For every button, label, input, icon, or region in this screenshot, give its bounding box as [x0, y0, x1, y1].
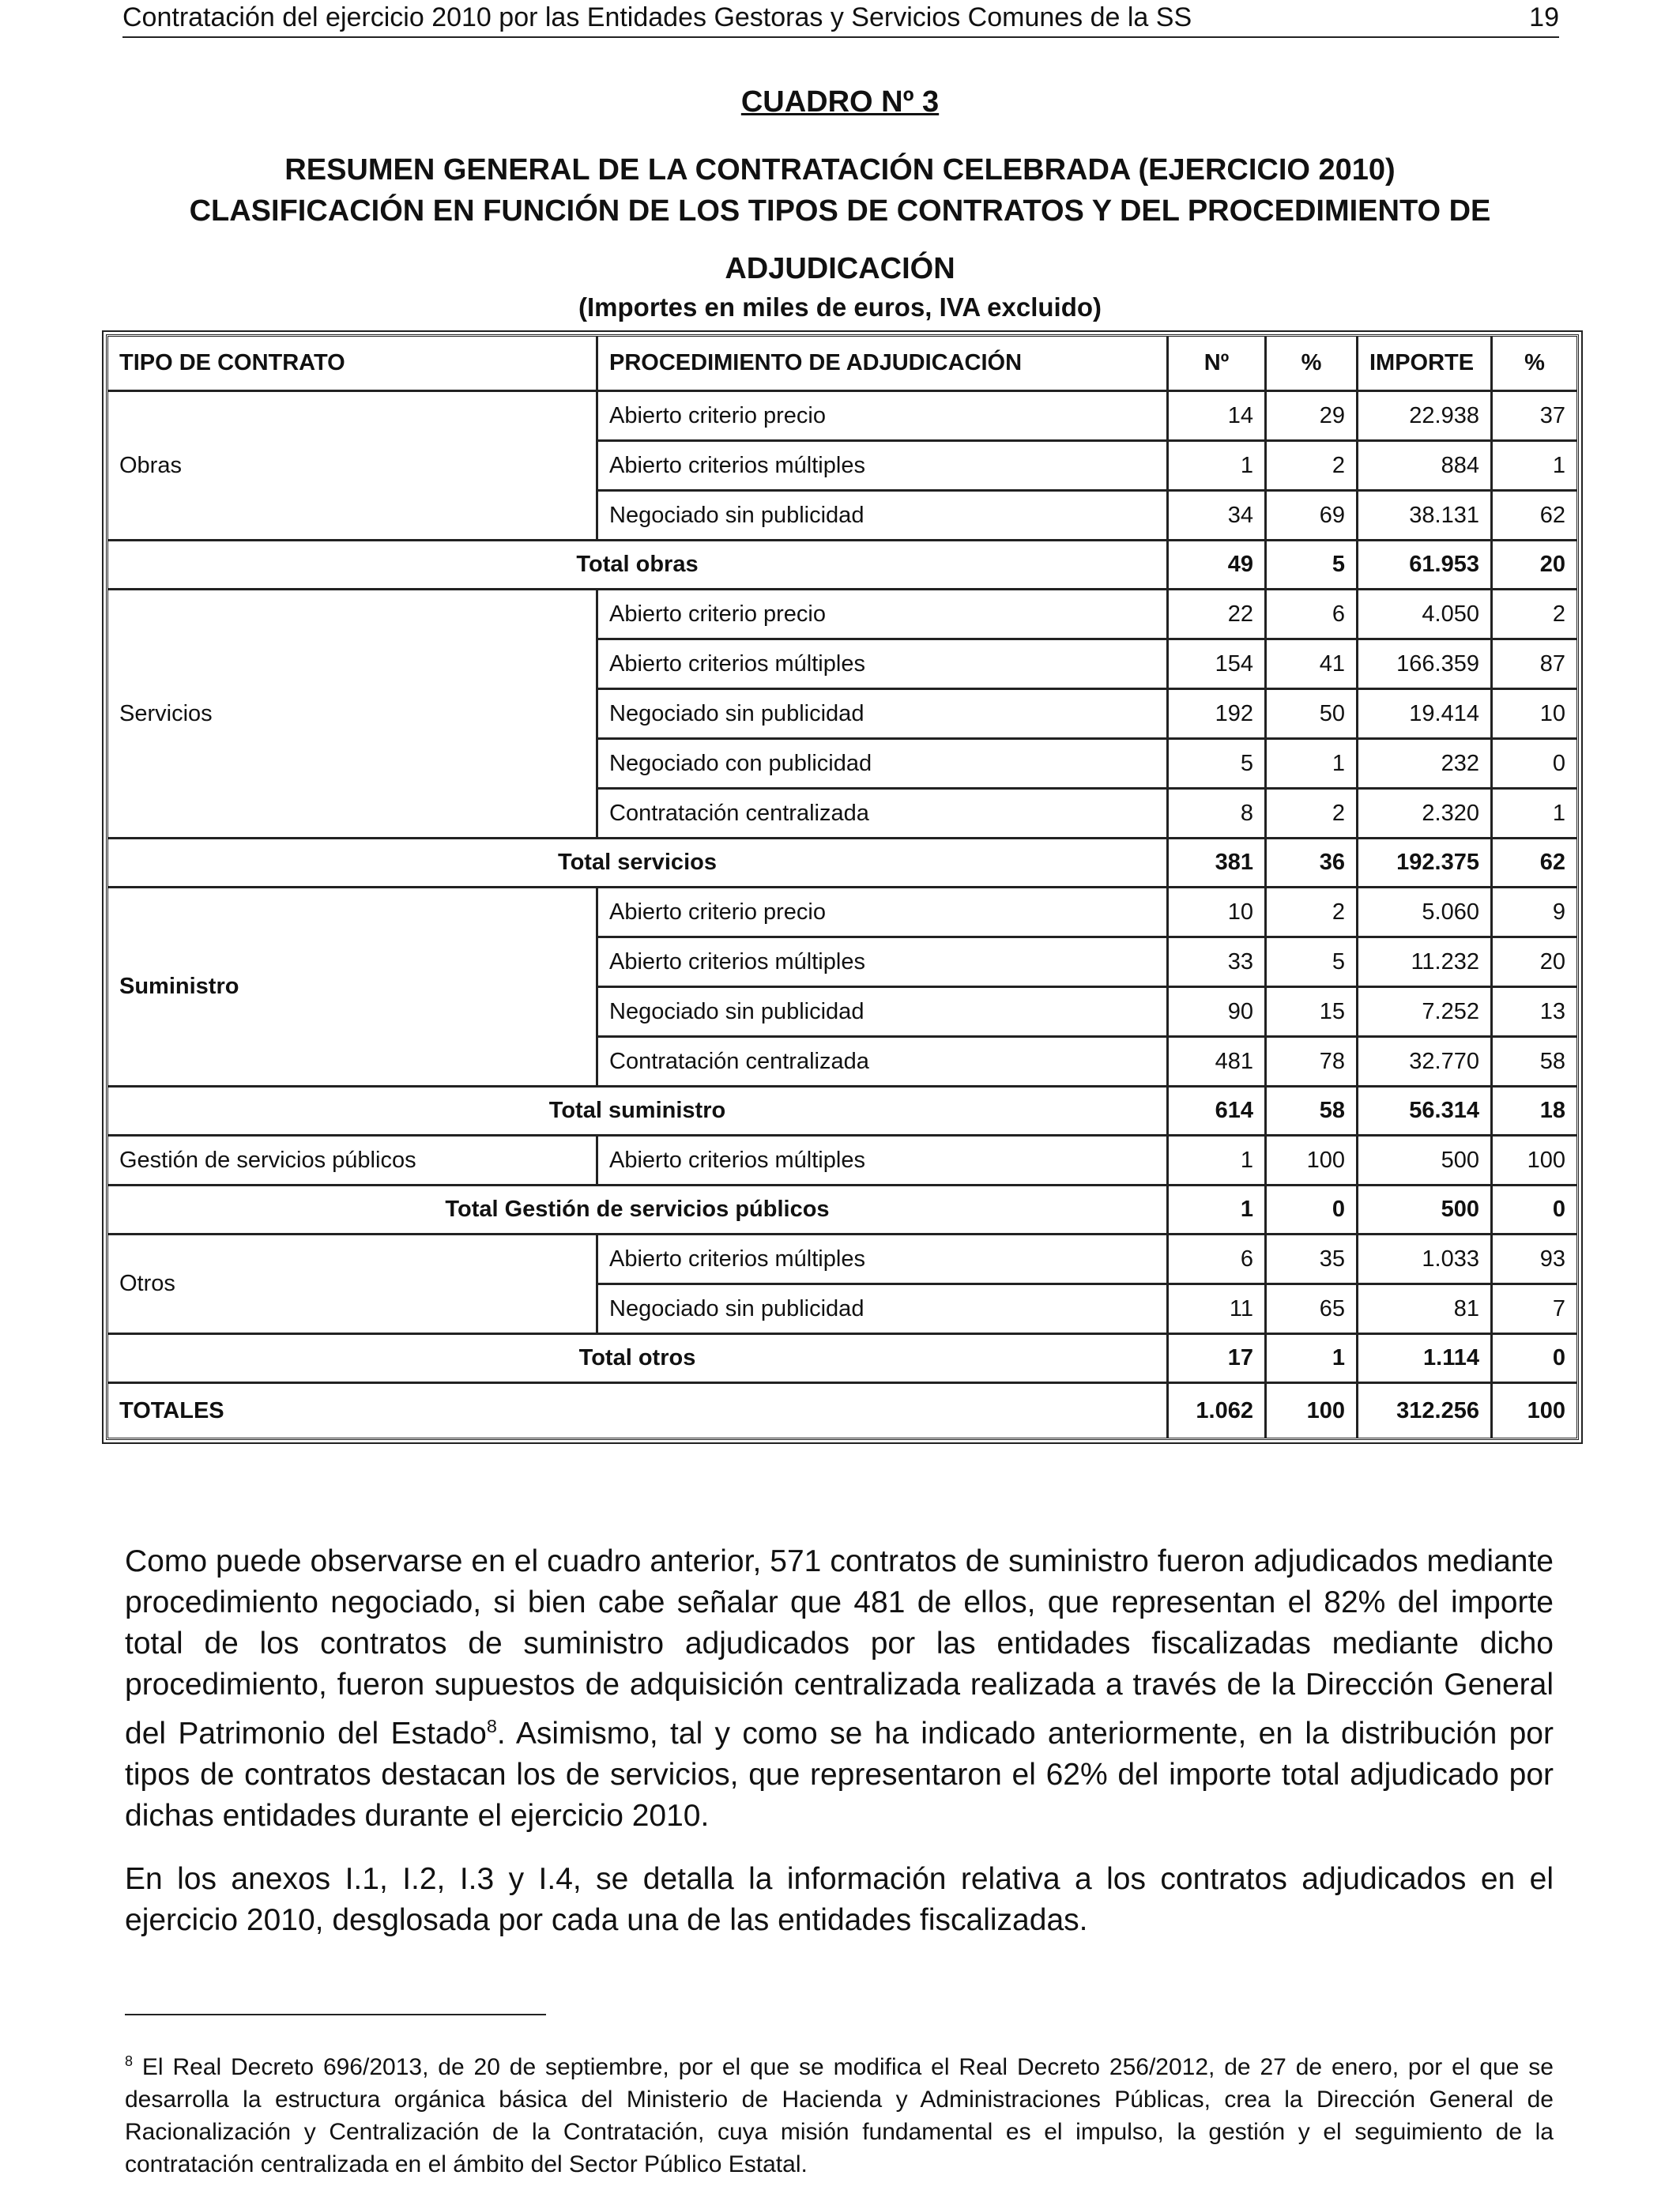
cuadro-label: CUADRO Nº 3 [740, 85, 940, 119]
cell-pct2: 10 [1493, 690, 1576, 740]
cell-pct: 100 [1267, 1137, 1358, 1186]
cell-n: 481 [1169, 1038, 1267, 1088]
cell-pct2: 9 [1493, 888, 1576, 938]
grand-total-row [108, 1384, 1576, 1438]
running-title: Contratación del ejercicio 2010 por las Entidades Gestoras y Servicios Comunes de la SS [122, 2, 1192, 32]
cell-n: 49 [1169, 541, 1267, 590]
cell-importe: 38.131 [1358, 492, 1493, 541]
total-row [108, 839, 1576, 888]
cell-n: 14 [1169, 392, 1267, 442]
cell-n: 1 [1169, 1137, 1267, 1186]
cell-pct2: 13 [1493, 988, 1576, 1038]
cell-pct2: 100 [1527, 1397, 1565, 1423]
title-line-3: ADJUDICACIÓN [725, 252, 955, 285]
contract-type: Otros [108, 1235, 598, 1335]
cell-importe: 312.256 [1358, 1384, 1493, 1438]
cell-n: 34 [1169, 492, 1267, 541]
cell-importe: 166.359 [1358, 640, 1493, 690]
procedure: Contratación centralizada [598, 790, 1169, 839]
page-number: 19 [1529, 2, 1559, 32]
cell-pct: 5 [1267, 938, 1358, 988]
summary-table [106, 334, 1579, 1440]
contract-type: Gestión de servicios públicos [108, 1137, 598, 1186]
cell-pct2: 58 [1493, 1038, 1576, 1088]
table-row [108, 590, 1576, 640]
col-header: % [1493, 337, 1576, 392]
cell-pct: 35 [1267, 1235, 1358, 1285]
cell-n: 1 [1169, 1186, 1267, 1235]
cell-importe: 56.314 [1358, 1088, 1493, 1137]
cell-pct2: 0 [1493, 740, 1576, 790]
table-row [108, 1235, 1576, 1285]
cell-n: 614 [1169, 1088, 1267, 1137]
total-label: Total otros [108, 1335, 1169, 1384]
title-line-1: RESUMEN GENERAL DE LA CONTRATACIÓN CELEBRADA (EJERCICIO 2010) [284, 153, 1396, 187]
total-row [108, 1088, 1576, 1137]
cell-n: 154 [1169, 640, 1267, 690]
cell-n: 1 [1169, 442, 1267, 492]
col-header: TIPO DE CONTRATO [108, 337, 598, 392]
table-row [108, 1137, 1576, 1186]
table-header-row [108, 337, 1576, 392]
cell-pct2: 18 [1493, 1088, 1576, 1137]
cell-pct2: 1 [1493, 790, 1576, 839]
cell-importe: 192.375 [1358, 839, 1493, 888]
cell-n: 10 [1169, 888, 1267, 938]
cell-pct: 1 [1267, 1335, 1358, 1384]
cell-pct2: 87 [1493, 640, 1576, 690]
total-label: Total suministro [108, 1088, 1169, 1137]
cell-pct: 100 [1267, 1384, 1358, 1438]
total-row [108, 541, 1576, 590]
procedure: Negociado sin publicidad [598, 492, 1169, 541]
paragraph-1: Como puede observarse en el cuadro anterior, 571 contratos de suministro fueron adjudicados mediante procedimiento negociado, si bien cabe señalar que 481 de ellos, que representan el 82% del importe total de los contratos de suministro adjudicados por las entidades fiscalizadas mediante dicho procedimiento, fueron supuestos de adquisición centralizada realizada a través de la Dirección General del Patrimonio del Estado$^8$. Asimismo, tal y como se ha indicado anteriormente, en la distribución por tipos de contratos destacan los de servicios, que representaron el 62% del importe total adjudicado por dichas entidades durante el ejercicio 2010. [125, 1544, 1554, 1833]
table-subtitle: (Importes en miles de euros, IVA excluido) [578, 292, 1102, 322]
cell-importe: 500 [1358, 1137, 1493, 1186]
procedure: Abierto criterio precio [598, 590, 1169, 640]
total-row [108, 1335, 1576, 1384]
cell-pct: 58 [1267, 1088, 1358, 1137]
cell-pct2: 2 [1493, 590, 1576, 640]
cell-pct2: 37 [1493, 392, 1576, 442]
cell-pct: 2 [1267, 790, 1358, 839]
title-line-2: CLASIFICACIÓN EN FUNCIÓN DE LOS TIPOS DE CONTRATOS Y DEL PROCEDIMIENTO DE [189, 194, 1491, 228]
procedure: Abierto criterios múltiples [598, 442, 1169, 492]
cell-pct: 1 [1267, 740, 1358, 790]
cell-importe: 81 [1358, 1285, 1493, 1335]
procedure: Abierto criterio precio [598, 392, 1169, 442]
procedure: Negociado sin publicidad [598, 690, 1169, 740]
cell-importe: 19.414 [1358, 690, 1493, 740]
cell-pct2: 62 [1493, 839, 1576, 888]
contract-type: Servicios [108, 590, 598, 839]
cell-pct: 29 [1267, 392, 1358, 442]
cell-importe: 4.050 [1358, 590, 1493, 640]
cell-importe: 5.060 [1358, 888, 1493, 938]
cell-importe: 884 [1358, 442, 1493, 492]
total-label: Total obras [108, 541, 1169, 590]
footnote-mark: 8 [125, 2053, 134, 2069]
contract-type: Obras [108, 392, 598, 541]
cell-pct: 15 [1267, 988, 1358, 1038]
procedure: Negociado sin publicidad [598, 988, 1169, 1038]
cell-importe: 22.938 [1358, 392, 1493, 442]
cell-pct: 5 [1267, 541, 1358, 590]
procedure: Negociado sin publicidad [598, 1285, 1169, 1335]
total-row [108, 1186, 1576, 1235]
cell-pct2: 20 [1493, 541, 1576, 590]
cell-pct: 2 [1267, 442, 1358, 492]
total-label: Total servicios [108, 839, 1169, 888]
footnote-ref[interactable]: 8 [486, 1716, 497, 1736]
cell-importe: 61.953 [1358, 541, 1493, 590]
cell-pct2: 7 [1493, 1285, 1576, 1335]
cell-pct2: 62 [1493, 492, 1576, 541]
cell-importe: 500 [1358, 1186, 1493, 1235]
procedure: Contratación centralizada [598, 1038, 1169, 1088]
col-header: Nº [1169, 337, 1267, 392]
cell-n: 192 [1169, 690, 1267, 740]
procedure: Abierto criterios múltiples [598, 640, 1169, 690]
cell-importe: 7.252 [1358, 988, 1493, 1038]
page-header [122, 2, 1559, 38]
cell-pct: 41 [1267, 640, 1358, 690]
table-row [108, 888, 1576, 938]
footnote: $^8$ El Real Decreto 696/2013, de 20 de septiembre, por el que se modifica el Real Decreto 256/2012, de 27 de enero, por el que se desarrolla la estructura orgánica básica del Ministerio de Hacienda y Administraciones Públicas, crea la Dirección General de Racionalización y Centralización de la Contratación, cuya misión fundamental es el impulso, la gestión y el seguimiento de la contratación centralizada en el ámbito del Sector Público Estatal. [125, 2053, 1554, 2177]
cell-n: 22 [1169, 590, 1267, 640]
cell-n: 17 [1169, 1335, 1267, 1384]
cell-pct2: 20 [1493, 938, 1576, 988]
cell-importe: 2.320 [1358, 790, 1493, 839]
col-header: PROCEDIMIENTO DE ADJUDICACIÓN [598, 337, 1169, 392]
procedure: Abierto criterios múltiples [598, 938, 1169, 988]
grand-total-label: TOTALES [108, 1384, 1169, 1438]
cell-n: 90 [1169, 988, 1267, 1038]
cell-pct: 36 [1267, 839, 1358, 888]
cell-pct: 6 [1267, 590, 1358, 640]
cell-importe: 232 [1358, 740, 1493, 790]
cell-n: 33 [1169, 938, 1267, 988]
cell-pct: 0 [1267, 1186, 1358, 1235]
col-header: % [1267, 337, 1358, 392]
procedure: Negociado con publicidad [598, 740, 1169, 790]
cell-pct2: 1 [1493, 442, 1576, 492]
cell-n: 11 [1169, 1285, 1267, 1335]
cell-n: 6 [1169, 1235, 1267, 1285]
col-header: IMPORTE [1358, 337, 1493, 392]
cell-n: 381 [1169, 839, 1267, 888]
cell-n: 1.062 [1169, 1384, 1267, 1438]
paragraph-2: En los anexos I.1, I.2, I.3 y I.4, se detalla la información relativa a los contratos adjudicados en el ejercicio 2010, desglosada por cada una de las entidades fiscalizadas. [125, 1862, 1554, 1937]
contract-type: Suministro [108, 888, 598, 1088]
cell-importe: 1.033 [1358, 1235, 1493, 1285]
cell-pct2: 100 [1493, 1137, 1576, 1186]
total-label: Total Gestión de servicios públicos [108, 1186, 1169, 1235]
cell-pct2: 93 [1493, 1235, 1576, 1285]
cell-pct2: 0 [1493, 1186, 1576, 1235]
cell-pct2: 0 [1493, 1335, 1576, 1384]
cell-pct: 65 [1267, 1285, 1358, 1335]
procedure: Abierto criterio precio [598, 888, 1169, 938]
procedure: Abierto criterios múltiples [598, 1235, 1169, 1285]
cell-n: 5 [1169, 740, 1267, 790]
procedure: Abierto criterios múltiples [598, 1137, 1169, 1186]
cell-importe: 32.770 [1358, 1038, 1493, 1088]
cell-importe: 11.232 [1358, 938, 1493, 988]
footnote-divider [125, 2014, 546, 2015]
cell-importe: 1.114 [1358, 1335, 1493, 1384]
table-row [108, 392, 1576, 442]
cell-pct: 2 [1267, 888, 1358, 938]
cell-pct: 78 [1267, 1038, 1358, 1088]
cell-pct: 50 [1267, 690, 1358, 740]
cell-pct: 69 [1267, 492, 1358, 541]
cell-n: 8 [1169, 790, 1267, 839]
